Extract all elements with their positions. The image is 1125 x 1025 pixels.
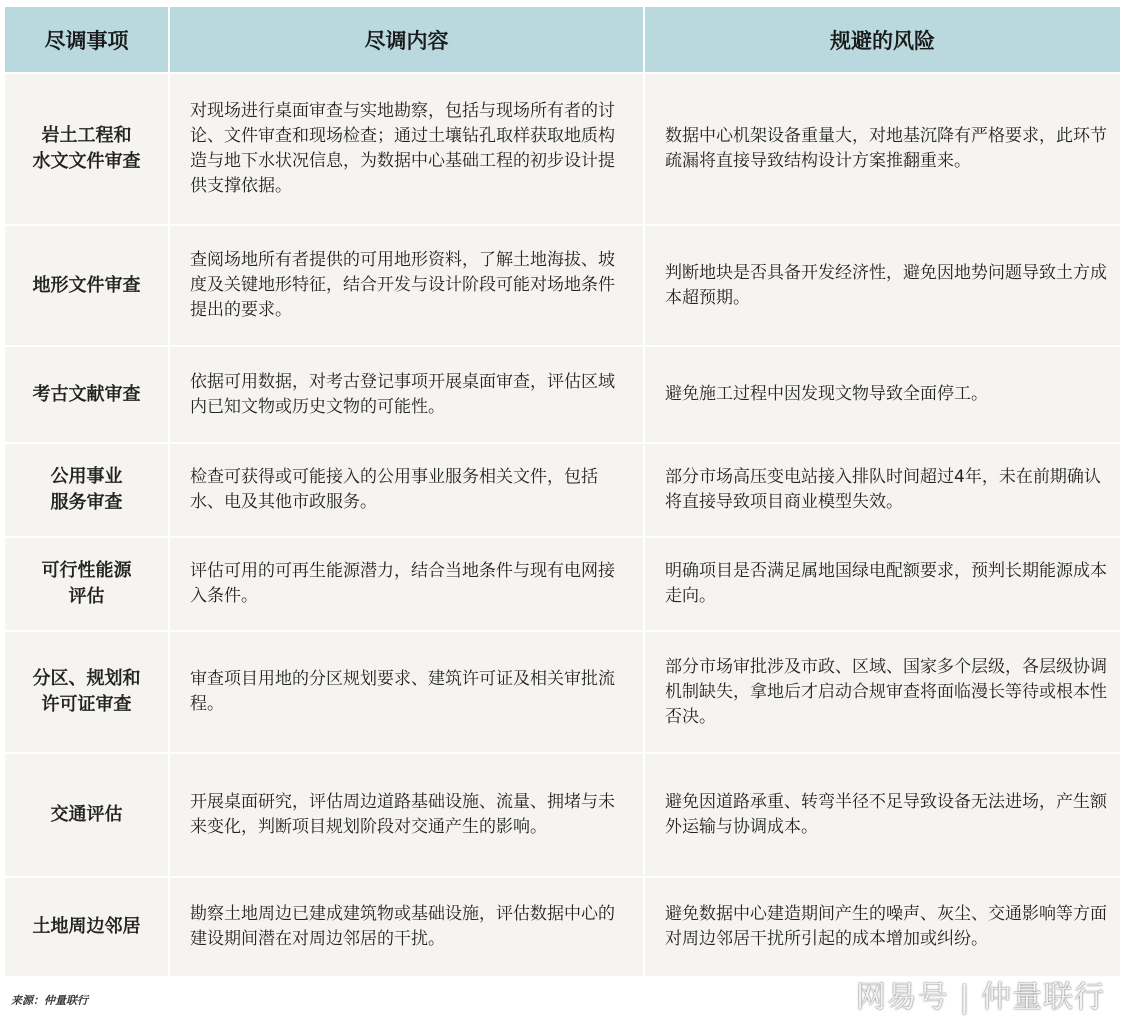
watermark-logo: 网易号 | 仲量联行 xyxy=(855,980,1105,1015)
header-content: 尽调内容 xyxy=(170,7,645,74)
table-header-row xyxy=(5,7,1120,74)
table-row xyxy=(5,538,1120,632)
row-content: 对现场进行桌面审查与实地勘察，包括与现场所有者的讨论、文件审查和现场检查；通过土壤钻孔取样获取地质构造与地下水状况信息，为数据中心基础工程的初步设计提供支撑依据。 xyxy=(170,74,645,226)
table-row xyxy=(5,632,1120,754)
row-item: 公用事业 服务审查 xyxy=(5,444,170,538)
row-risk: 避免数据中心建造期间产生的噪声、灰尘、交通影响等方面对周边邻居干扰所引起的成本增加或纠纷。 xyxy=(645,878,1120,978)
row-risk: 部分市场审批涉及市政、区域、国家多个层级，各层级协调机制缺失，拿地后才启动合规审查将面临漫长等待或根本性否决。 xyxy=(645,632,1120,754)
row-content: 评估可用的可再生能源潜力，结合当地条件与现有电网接入条件。 xyxy=(170,538,645,632)
row-risk: 避免因道路承重、转弯半径不足导致设备无法进场，产生额外运输与协调成本。 xyxy=(645,754,1120,878)
row-content: 检查可获得或可能接入的公用事业服务相关文件，包括水、电及其他市政服务。 xyxy=(170,444,645,538)
row-content: 查阅场地所有者提供的可用地形资料，了解土地海拔、坡度及关键地形特征，结合开发与设计阶段可能对场地条件提出的要求。 xyxy=(170,226,645,347)
table-row xyxy=(5,226,1120,347)
row-content: 依据可用数据，对考古登记事项开展桌面审查，评估区域内已知文物或历史文物的可能性。 xyxy=(170,347,645,444)
table-row xyxy=(5,444,1120,538)
row-content: 勘察土地周边已建成建筑物或基础设施，评估数据中心的建设期间潜在对周边邻居的干扰。 xyxy=(170,878,645,978)
due-diligence-table xyxy=(5,7,1120,978)
row-content: 开展桌面研究，评估周边道路基础设施、流量、拥堵与未来变化，判断项目规划阶段对交通产生的影响。 xyxy=(170,754,645,878)
row-item: 分区、规划和 许可证审查 xyxy=(5,632,170,754)
row-risk: 数据中心机架设备重量大，对地基沉降有严格要求，此环节疏漏将直接导致结构设计方案推翻重来。 xyxy=(645,74,1120,226)
row-item: 考古文献审查 xyxy=(5,347,170,444)
row-risk: 明确项目是否满足属地国绿电配额要求，预判长期能源成本走向。 xyxy=(645,538,1120,632)
row-content: 审查项目用地的分区规划要求、建筑许可证及相关审批流程。 xyxy=(170,632,645,754)
row-risk: 部分市场高压变电站接入排队时间超过4年，未在前期确认将直接导致项目商业模型失效。 xyxy=(645,444,1120,538)
row-item: 岩土工程和 水文文件审查 xyxy=(5,74,170,226)
header-risk: 规避的风险 xyxy=(645,7,1120,74)
table-row xyxy=(5,878,1120,978)
row-item: 地形文件审查 xyxy=(5,226,170,347)
row-risk: 避免施工过程中因发现文物导致全面停工。 xyxy=(645,347,1120,444)
row-item: 交通评估 xyxy=(5,754,170,878)
source-note: 来源：仲量联行 xyxy=(11,994,88,1007)
row-item: 可行性能源 评估 xyxy=(5,538,170,632)
header-item: 尽调事项 xyxy=(5,7,170,74)
table-row xyxy=(5,754,1120,878)
table-row xyxy=(5,347,1120,444)
table-row xyxy=(5,74,1120,226)
row-risk: 判断地块是否具备开发经济性，避免因地势问题导致土方成本超预期。 xyxy=(645,226,1120,347)
row-item: 土地周边邻居 xyxy=(5,878,170,978)
